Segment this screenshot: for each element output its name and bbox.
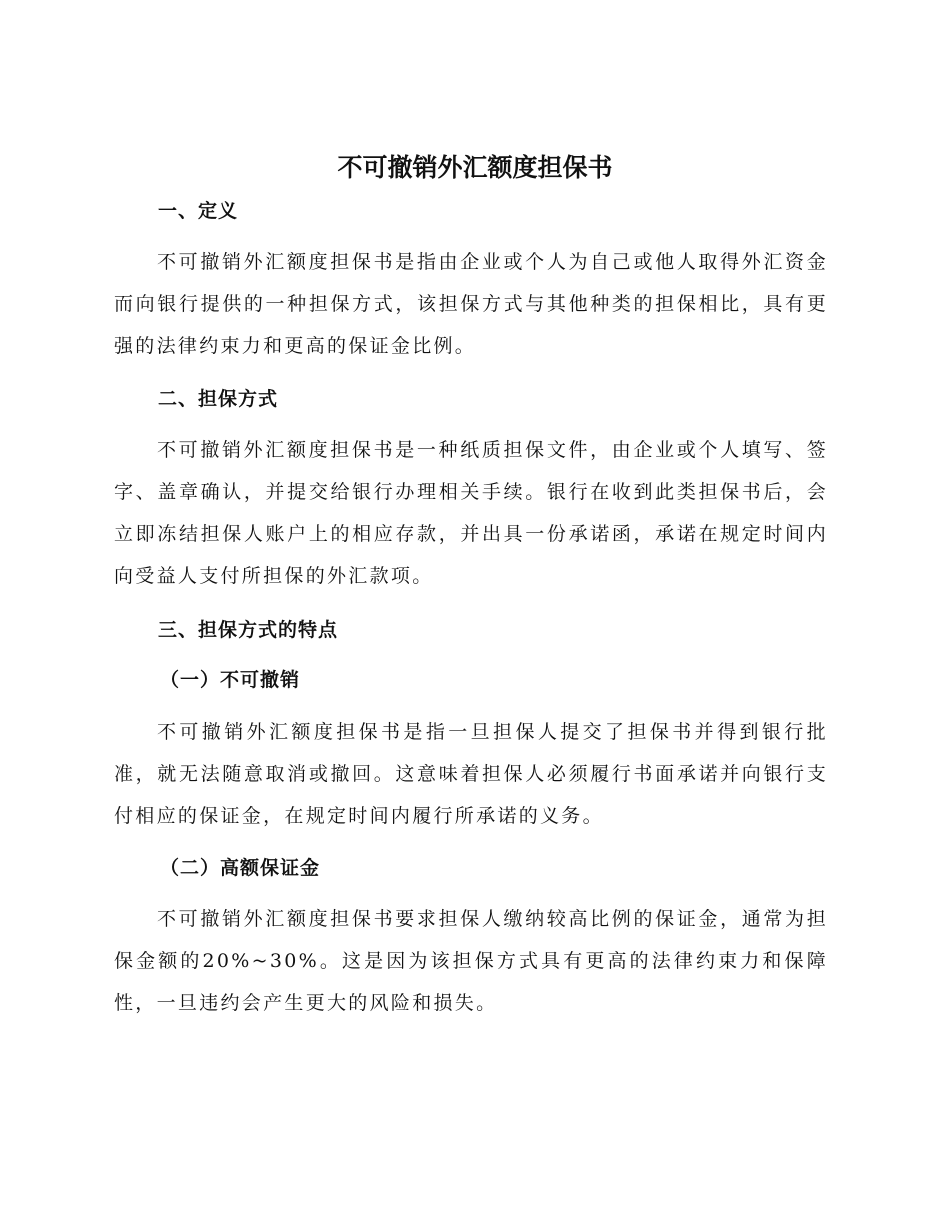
section-paragraph-guarantee-method: 不可撤销外汇额度担保书是一种纸质担保文件，由企业或个人填写、签字、盖章确认，并提交给银行办理相关手续。银行在收到此类担保书后，会立即冻结担保人账户上的相应存款，并出具一份承诺函，承诺在规定时间内向受益人支付所担保的外汇款项。 — [114, 439, 828, 587]
subsection-paragraph-high-deposit: 不可撤销外汇额度担保书要求担保人缴纳较高比例的保证金，通常为担保金额的20%~30%。这是因为该担保方式具有更高的法律约束力和保障性，一旦违约会产生更大的风险和损失。 — [114, 908, 828, 1014]
section-heading-guarantee-method: 二、担保方式 — [158, 388, 279, 410]
subsection-paragraph-irrevocable: 不可撤销外汇额度担保书是指一旦担保人提交了担保书并得到银行批准，就无法随意取消或撤回。这意味着担保人必须履行书面承诺并向银行支付相应的保证金，在规定时间内履行所承诺的义务。 — [114, 721, 828, 827]
section-heading-definition: 一、定义 — [158, 200, 239, 222]
subsection-heading-irrevocable: （一）不可撤销 — [160, 669, 301, 691]
section-heading-features: 三、担保方式的特点 — [158, 619, 339, 641]
section-paragraph-definition: 不可撤销外汇额度担保书是指由企业或个人为自己或他人取得外汇资金而向银行提供的一种担保方式，该担保方式与其他种类的担保相比，具有更强的法律约束力和更高的保证金比例。 — [114, 251, 828, 357]
document-title: 不可撤销外汇额度担保书 — [337, 153, 613, 182]
subsection-heading-high-deposit: （二）高额保证金 — [160, 857, 321, 879]
